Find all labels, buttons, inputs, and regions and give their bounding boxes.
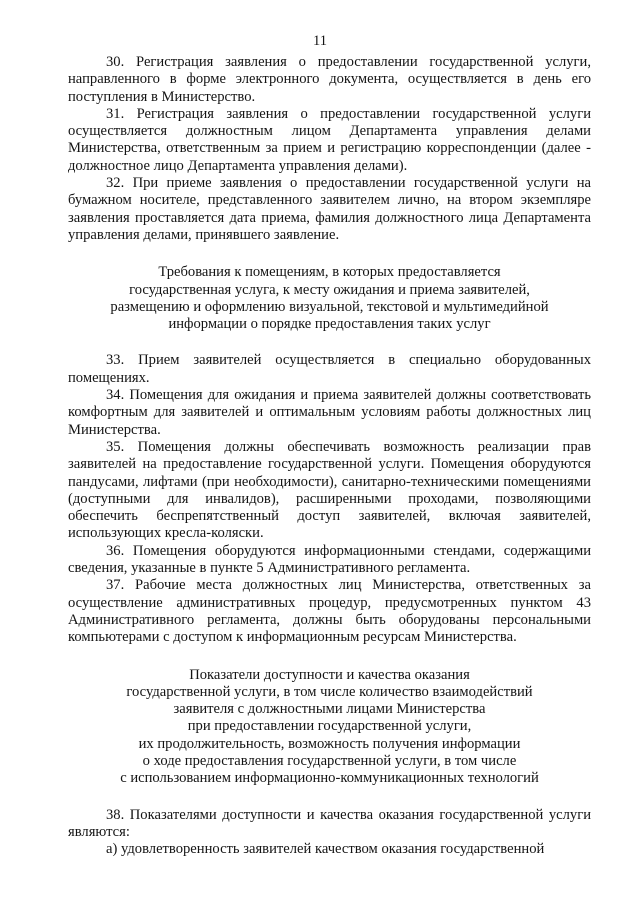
section-heading-quality-indicators (68, 667, 591, 788)
page-number: 11 (313, 33, 327, 49)
heading-line: Показатели доступности и качества оказания (189, 666, 470, 683)
heading-line: с использованием информационно-коммуникационных технологий (120, 770, 539, 787)
paragraph-38-item-a: а) удовлетворенность заявителей качеством оказания государственной (106, 841, 545, 858)
document-body (68, 54, 591, 858)
paragraph-35: 35. Помещения должны обеспечивать возможность реализации прав заявителей на предоставление государственной услуги. Помещения оборудуются пандусами, лифтами (при необходимости), санитарно-техническими помещениями (доступными для инвалидов), расширенными проходами, позволяющими обеспечить беспрепятственный доступ заявителей, включая заявителей, использующих кресла-коляски. (68, 438, 591, 542)
paragraph-36: 36. Помещения оборудуются информационными стендами, содержащими сведения, указанные в пункте 5 Административного регламента. (68, 542, 591, 577)
paragraph-33: 33. Прием заявителей осуществляется в специально оборудованных помещениях. (68, 352, 591, 386)
heading-line: информации о порядке предоставления таких услуг (168, 316, 491, 333)
heading-line: государственной услуги, в том числе количество взаимодействий (126, 683, 533, 700)
paragraph-32: 32. При приеме заявления о предоставлении государственной услуги на бумажном носителе, представленного заявителем лично, на втором экземпляре заявления проставляется дата приема, фамилия должностного лица Департамента управления делами, принявшего заявление. (68, 175, 591, 243)
heading-line: Требования к помещениям, в которых предоставляется (158, 264, 501, 281)
heading-line: государственная услуга, к месту ожидания и приема заявителей, (129, 281, 530, 298)
section-heading-premises (68, 264, 591, 333)
heading-line: о ходе предоставления государственной услуги, в том числе (142, 752, 517, 769)
heading-line: размещению и оформлению визуальной, текстовой и мультимедийной (110, 298, 549, 315)
paragraph-30: 30. Регистрация заявления о предоставлении государственной услуги, направленного в форме электронного документа, осуществляется в день его поступления в Министерство. (68, 54, 591, 105)
paragraph-31: 31. Регистрация заявления о предоставлении государственной услуги осуществляется должностным лицом Департамента управления делами Министерства, ответственным за прием и регистрацию корреспонденции (далее - должностное лицо Департамента управления делами). (68, 105, 591, 174)
heading-line: их продолжительность, возможность получения информации (138, 735, 521, 752)
heading-line: заявителя с должностными лицами Министерства (173, 701, 486, 718)
heading-line: при предоставлении государственной услуги, (187, 718, 472, 735)
paragraph-34: 34. Помещения для ожидания и приема заявителей должны соответствовать комфортным для заявителей и оптимальным условиям работы должностных лиц Министерства. (68, 387, 591, 438)
paragraph-38: 38. Показателями доступности и качества оказания государственной услуги являются: (68, 806, 591, 840)
paragraph-37: 37. Рабочие места должностных лиц Министерства, ответственных за осуществление административных процедур, предусмотренных пунктом 43 Административного регламента, должны быть оборудованы персональными компьютерами с доступом к информационным ресурсам Министерства. (68, 577, 591, 646)
